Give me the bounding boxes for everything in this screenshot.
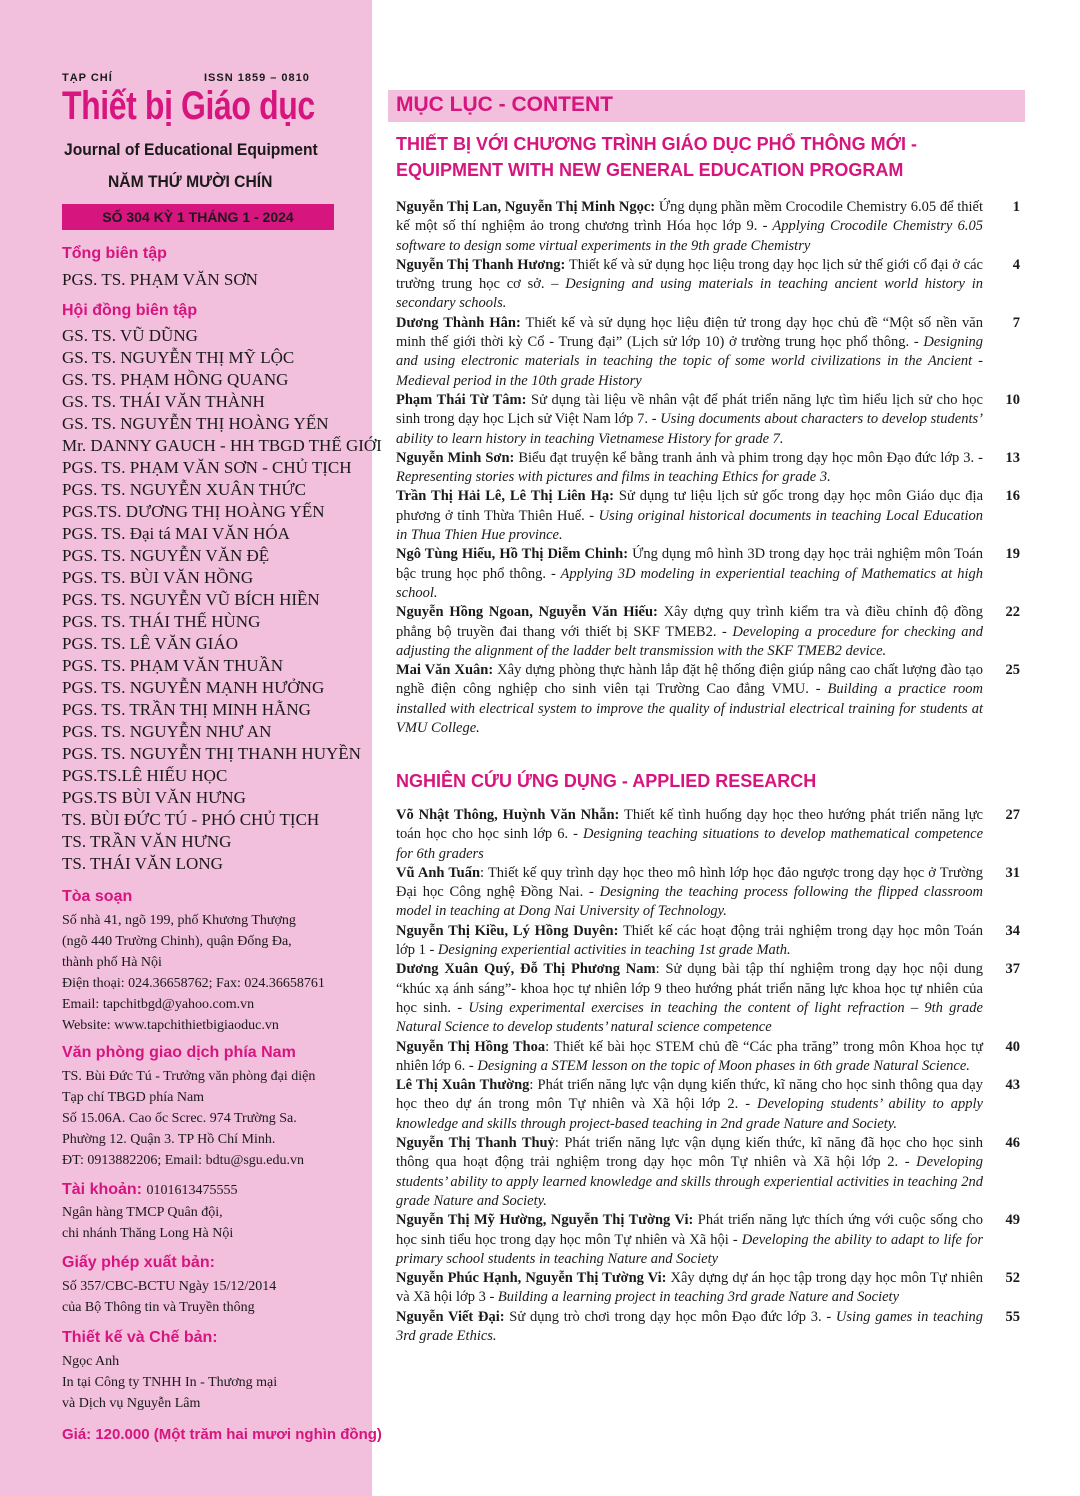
toc-entry-authors: Nguyễn Minh Sơn:: [396, 449, 515, 466]
toc-entry-authors: Nguyễn Viết Đại:: [396, 1308, 505, 1325]
issn: ISSN 1859 – 0810: [204, 72, 310, 84]
toc-entry-text: [396, 1038, 983, 1077]
south-office-info: [62, 1066, 362, 1171]
office-line: Điện thoại: 024.36658762; Fax: 024.36658761: [62, 976, 325, 991]
toc-entry-title-vi: : Sử dụng bài tập thí nghiệm trong dạy học nội dung “khúc xạ ánh sáng”- khoa học tự nhiên lớp 9 theo hướng phát triển năng lực khoa học tự nhiên của học sinh.: [396, 961, 983, 1016]
toc-entry-title-en: - Designing experiential activities in teaching 1st grade Math.: [425, 942, 791, 959]
toc-banner: [388, 90, 1025, 122]
account-line: chi nhánh Thăng Long Hà Nội: [62, 1226, 234, 1241]
toc-entry-text: [396, 256, 983, 314]
design-line: Ngọc Anh: [62, 1354, 120, 1369]
toc-entry-text: [396, 864, 983, 922]
toc-entry-text: [396, 391, 983, 449]
toc-entry-title-vi: : Thiết kế bài học STEM chủ đề “Các pha trăng” trong môn Khoa học tự nhiên lớp 6.: [396, 1038, 983, 1074]
toc-entry[interactable]: [396, 545, 1020, 603]
toc-entry[interactable]: [396, 1308, 1020, 1347]
toc-entry-text: [396, 449, 983, 488]
toc-entry-authors: Nguyễn Thị Mỹ Hường, Nguyễn Thị Tường Vi:: [396, 1212, 694, 1229]
journal-title: Thiết bị Giáo dục: [62, 84, 315, 128]
masthead-label-row: [62, 72, 322, 84]
toc-entry-page: 25: [1005, 662, 1020, 679]
toc-entry-page: 34: [1005, 922, 1020, 939]
account-info: [62, 1202, 362, 1244]
toc-entry-authors: Nguyễn Hồng Ngoan, Nguyễn Văn Hiếu:: [396, 604, 658, 621]
toc-entry-text: [396, 603, 983, 661]
toc-entry-text: [396, 1269, 983, 1308]
toc-entry-title-en: - Using experimental exercises in teaching the content of light refraction – 9th grade Natural Science to develop students’ natural science competence: [396, 999, 983, 1036]
toc-entry-title-vi: : Phát triển năng lực vận dụng kiến thức, kĩ năng cho học sinh thông qua dạy học theo dự án trong môn Tự nhiên và Xã hội lớp 2.: [396, 1077, 983, 1113]
toc-entry-page: 7: [1012, 314, 1020, 331]
south-office-line: ĐT: 0913882206; Email: bdtu@sgu.edu.vn: [62, 1153, 305, 1168]
toc-entry[interactable]: [396, 960, 1020, 1037]
board-member: GS. TS. NGUYỄN THỊ HOÀNG YẾN: [62, 414, 329, 433]
board-member: PGS. TS. LÊ VĂN GIÁO: [62, 634, 239, 653]
board-member: PGS.TS.LÊ HIẾU HỌC: [62, 766, 228, 785]
office-line: Số nhà 41, ngõ 199, phố Khương Thượng: [62, 913, 296, 928]
toc-entry-authors: Nguyễn Thị Lan, Nguyễn Thị Minh Ngọc:: [396, 199, 656, 215]
office-address: [62, 910, 362, 1036]
account-heading-label: Tài khoản:: [62, 1181, 143, 1198]
toc-entry-authors: Ngô Tùng Hiếu, Hồ Thị Diễm Chinh:: [396, 546, 629, 563]
toc-entry-authors: Trần Thị Hải Lê, Lê Thị Liên Hạ:: [396, 488, 614, 505]
board-member: TS. THÁI VĂN LONG: [62, 854, 223, 873]
board-member: PGS. TS. NGUYỄN THỊ THANH HUYỀN: [62, 744, 361, 763]
toc-entry-title-en: - Representing stories with pictures and films in teaching Ethics for grade 3.: [396, 449, 983, 486]
toc-entry[interactable]: [396, 922, 1020, 961]
toc-entry-title-en: - Designing a STEM lesson on the topic of Moon phases in 6th grade Natural Science.: [465, 1057, 970, 1074]
design-heading: Thiết kế và Chế bản:: [62, 1329, 218, 1346]
toc-entry-title-vi: Ứng dụng mô hình 3D trong dạy học trải nghiệm môn Toán bậc trung học phổ thông.: [396, 546, 983, 582]
toc-entry[interactable]: [396, 314, 1020, 391]
toc-entry-title-en: – Designing and using materials in teaching ancient world history in secondary schools.: [396, 276, 984, 312]
toc-entry[interactable]: [396, 1211, 1020, 1269]
toc-entry[interactable]: [396, 1038, 1020, 1077]
license-heading: Giấy phép xuất bản:: [62, 1254, 215, 1271]
toc-entry-title-vi: Thiết kế tình huống dạy học theo hướng phát triển năng lực toán học cho học sinh lớp 6.: [396, 807, 983, 843]
design-line: In tại Công ty TNHH In - Thương mại: [62, 1375, 278, 1390]
office-line: Email: tapchitbgd@yahoo.com.vn: [62, 997, 255, 1012]
toc-entry-title-vi: Sử dụng trò chơi trong dạy học môn Đạo đức lớp 3.: [504, 1308, 822, 1325]
toc-entry-title-vi: Thiết kế các hoạt động trải nghiệm trong dạy học môn Toán lớp 1: [396, 922, 983, 959]
toc-entry[interactable]: [396, 603, 1020, 661]
toc-entry-authors: Nguyễn Thị Thanh Thuỷ: [396, 1135, 555, 1152]
board-member: PGS. TS. THÁI THẾ HÙNG: [62, 612, 261, 631]
board-member: PGS. TS. NGUYỄN XUÂN THỨC: [62, 480, 306, 499]
toc-entry-title-vi: Phát triển năng lực thích ứng với cuộc sống cho học sinh tiểu học trong dạy học môn Tự nhiên và Xã hội: [396, 1212, 984, 1248]
price: Giá: 120.000 (Một trăm hai mươi nghìn đồng): [62, 1426, 382, 1443]
toc-entry-title-vi: Xây dựng phòng thực hành lắp đặt hệ thống điện giúp nâng cao chất lượng đào tạo nghề điện công nghiệp cho sinh viên tại Trường Cao đẳng VMU.: [396, 662, 983, 698]
toc-entry-title-vi: Thiết kế và sử dụng học liệu điện tử trong dạy học chủ đề “Một số nền văn minh thế giới thời kỳ Cổ - Trung đại” (Lịch sử lớp 10) ở trường trung học phổ thông.: [396, 314, 983, 351]
toc-entry-page: 19: [1005, 546, 1020, 563]
toc-entry-authors: Lê Thị Xuân Thường: [396, 1077, 530, 1094]
toc-entry-title-en: - Developing students’ ability to apply knowledge and skills through project-based teaching in 2nd grade Nature and Society.: [396, 1096, 983, 1132]
board-member: PGS. TS. NGUYỄN VŨ BÍCH HIỀN: [62, 590, 320, 609]
toc-entry-title-vi: : Phát triển năng lực vận dụng kiến thức, kĩ năng đã học cho học sinh thông qua hoạt động trải nghiệm trong dạy học môn Tự nhiên và Xã hội lớp 2.: [396, 1135, 983, 1171]
journal-title-en: Journal of Educational Equipment: [64, 140, 318, 159]
toc-entry-authors: Võ Nhật Thông, Huỳnh Văn Nhẫn:: [396, 807, 620, 823]
section2-entries: [396, 806, 1020, 1346]
toc-entry-title-vi: : Thiết kế quy trình dạy học theo mô hình lớp học đảo ngược trong dạy học ở Trường Đại học Công nghệ Đồng Nai.: [396, 864, 983, 901]
toc-entry-title-en: - Using documents about characters to develop students’ ability to learn history in teaching Vietnamese History for grade 7.: [396, 411, 983, 447]
section1-entries: [396, 198, 1020, 738]
editor-in-chief: [62, 269, 368, 291]
board-member: PGS. TS. BÙI VĂN HỒNG: [62, 568, 254, 587]
toc-entry-page: 49: [1005, 1212, 1020, 1229]
toc-entry-page: 16: [1005, 488, 1020, 505]
office-heading: Tòa soạn: [62, 888, 133, 905]
toc-entry[interactable]: [396, 256, 1020, 314]
editor-in-chief-name: PGS. TS. PHẠM VĂN SƠN: [62, 270, 258, 289]
board-member: PGS. TS. PHẠM VĂN THUẦN: [62, 656, 284, 675]
journal-label: TẠP CHÍ: [62, 72, 113, 84]
account-heading: [62, 1181, 237, 1199]
toc-entry-authors: Mai Văn Xuân:: [396, 662, 494, 679]
account-number: 0101613475555: [146, 1183, 238, 1198]
toc-entry-title-vi: Xây dựng quy trình kiểm tra và điều chỉnh độ đồng phẳng bộ truyền đai thang với thiết bị SKF TMEB2.: [396, 604, 984, 640]
editor-in-chief-heading: Tổng biên tập: [62, 245, 167, 262]
toc-entry-authors: Nguyễn Phúc Hạnh, Nguyễn Thị Tường Vi:: [396, 1270, 667, 1287]
toc-entry-page: 43: [1005, 1077, 1020, 1094]
board-member: GS. TS. THÁI VĂN THÀNH: [62, 392, 265, 411]
toc-entry-text: [396, 1076, 983, 1134]
toc-entry[interactable]: [396, 487, 1020, 545]
toc-entry-page: 27: [1005, 807, 1020, 823]
toc-heading: MỤC LỤC - CONTENT: [396, 93, 613, 116]
toc-entry-page: 1: [1012, 199, 1020, 215]
toc-entry-title-en: - Applying Crocodile Chemistry 6.05 software to design some virtual experiments in the 9th grade Chemistry: [396, 218, 983, 254]
board-member: PGS. TS. PHẠM VĂN SƠN - CHỦ TỊCH: [62, 458, 352, 477]
toc-entry[interactable]: [396, 449, 1020, 488]
toc-entry-page: 22: [1005, 604, 1020, 621]
toc-entry-title-vi: Ứng dụng phần mềm Crocodile Chemistry 6.05 để thiết kế một số thí nghiệm ảo trong chương trình Hóa học lớp 9.: [396, 199, 984, 235]
board-member: PGS. TS. Đại tá MAI VĂN HÓA: [62, 524, 290, 543]
toc-entry-text: [396, 960, 983, 1037]
south-office-line: Tạp chí TBGD phía Nam: [62, 1090, 205, 1105]
toc-entry-authors: Dương Xuân Quý, Đỗ Thị Phương Nam: [396, 961, 656, 978]
toc-entry-text: [396, 1211, 983, 1269]
office-line: Website: www.tapchithietbigiaoduc.vn: [62, 1018, 279, 1033]
toc-entry-page: 37: [1005, 961, 1020, 978]
toc-entry-title-en: - Developing students’ ability to apply learned knowledge and skills through experiential activities in teaching 2nd grade Nature and Society.: [396, 1154, 983, 1209]
toc-entry-text: [396, 314, 983, 391]
toc-entry-title-en: - Building a practice room installed with electrical system to improve the quality of industrial electrical training for students at VMU College.: [396, 681, 983, 737]
board-list: [62, 325, 382, 875]
toc-entry-authors: Vũ Anh Tuấn: [396, 864, 481, 881]
board-member: GS. TS. PHẠM HỒNG QUANG: [62, 370, 289, 389]
toc-entry-title-en: - Designing teaching situations to develop mathematical competence for 6th graders: [396, 826, 984, 862]
board-member: PGS. TS. TRẦN THỊ MINH HẰNG: [62, 700, 311, 719]
issue-bar: SỐ 304 KỲ 1 THÁNG 1 - 2024: [62, 204, 334, 230]
design-info: [62, 1351, 362, 1414]
toc-entry[interactable]: [396, 806, 1020, 864]
toc-entry-authors: Nguyễn Thị Thanh Hương:: [396, 256, 566, 273]
toc-entry-authors: Nguyễn Thị Kiều, Lý Hồng Duyên:: [396, 922, 619, 939]
license-line: của Bộ Thông tin và Truyền thông: [62, 1300, 255, 1315]
design-line: và Dịch vụ Nguyễn Lâm: [62, 1396, 201, 1411]
office-line: thành phố Hà Nội: [62, 955, 162, 970]
board-member: PGS. TS. NGUYỄN NHƯ AN: [62, 722, 272, 741]
board-member: GS. TS. VŨ DŨNG: [62, 326, 198, 345]
board-member: PGS.TS. DƯƠNG THỊ HOÀNG YẾN: [62, 502, 325, 521]
toc-entry-page: 31: [1005, 864, 1020, 881]
toc-entry-page: 40: [1005, 1038, 1020, 1055]
journal-year: NĂM THỨ MƯỜI CHÍN: [108, 172, 273, 191]
toc-entry-text: [396, 661, 983, 738]
toc-entry-authors: Dương Thành Hân:: [396, 314, 521, 331]
board-member: TS. TRẦN VĂN HƯNG: [62, 832, 232, 851]
section2-title: NGHIÊN CỨU ỨNG DỤNG - APPLIED RESEARCH: [396, 771, 817, 791]
toc-entry-title-en: - Applying 3D modeling in experiential teaching of Mathematics at high school.: [396, 565, 983, 601]
toc-entry-text: [396, 545, 983, 603]
toc-entry-page: 13: [1005, 449, 1020, 466]
toc-entry-authors: Phạm Thái Từ Tâm:: [396, 391, 527, 408]
license-info: [62, 1276, 362, 1318]
board-member: PGS. TS. NGUYỄN VĂN ĐỆ: [62, 546, 270, 565]
toc-entry-title-en: - Developing a procedure for checking and adjusting the alignment of the ladder belt transmission with the SKF TMEB2 device.: [396, 623, 984, 659]
toc-entry-page: 10: [1005, 391, 1020, 408]
license-line: Số 357/CBC-BCTU Ngày 15/12/2014: [62, 1279, 277, 1294]
toc-entry-text: [396, 922, 983, 961]
toc-entry-title-en: - Using original historical documents in teaching Local Education in Thua Thien Hue province.: [396, 507, 983, 544]
toc-entry-authors: Nguyễn Thị Hồng Thoa: [396, 1038, 546, 1055]
toc-entry-title-en: - Building a learning project in teaching 3rd grade Nature and Society: [485, 1289, 900, 1306]
toc-entry-text: [396, 1308, 983, 1347]
toc-entry-text: [396, 1134, 983, 1211]
section1-title: THIẾT BỊ VỚI CHƯƠNG TRÌNH GIÁO DỤC PHỔ THÔNG MỚI - EQUIPMENT WITH NEW GENERAL EDUCATION PROGRAM: [396, 134, 917, 180]
toc-entry-text: [396, 487, 983, 545]
toc-entry-title-vi: Xây dựng dự án học tập trong dạy học môn Tự nhiên và Xã hội lớp 3: [396, 1270, 984, 1306]
toc-entry-page: 46: [1005, 1135, 1020, 1152]
board-member: PGS. TS. NGUYỄN MẠNH HƯỞNG: [62, 678, 325, 697]
board-member: TS. BÙI ĐỨC TÚ - PHÓ CHỦ TỊCH: [62, 810, 320, 829]
toc-entry-title-vi: Sử dụng tư liệu lịch sử gốc trong dạy học môn Giáo dục địa phương ở tỉnh Thừa Thiên Huế.: [396, 488, 984, 524]
south-office-heading: Văn phòng giao dịch phía Nam: [62, 1044, 296, 1061]
toc-entry-title-vi: Biểu đạt truyện kể bằng tranh ảnh và phim trong dạy học môn Đạo đức lớp 3.: [514, 449, 975, 466]
toc-entry[interactable]: [396, 1076, 1020, 1134]
board-heading: Hội đồng biên tập: [62, 302, 198, 319]
toc-entry-title-en: - Designing and using electronic materials in teaching the topic of some world civilizations in the Ancient - Medieval period in the 10th grade History: [396, 334, 983, 389]
toc-entry[interactable]: [396, 1269, 1020, 1308]
south-office-line: Phường 12. Quận 3. TP Hồ Chí Minh.: [62, 1132, 276, 1147]
board-member: Mr. DANNY GAUCH - HH TBGD THẾ GIỚI: [62, 436, 382, 455]
south-office-line: TS. Bùi Đức Tú - Trưởng văn phòng đại diện: [62, 1069, 316, 1084]
toc-entry-title-en: - Designing the teaching process following the flipped classroom model in teaching at Dong Nai University of Technology.: [396, 884, 983, 920]
toc-entry[interactable]: [396, 1134, 1020, 1211]
toc-entry[interactable]: [396, 661, 1020, 738]
board-member: GS. TS. NGUYỄN THỊ MỸ LỘC: [62, 348, 295, 367]
toc-entry-title-en: - Using games in teaching 3rd grade Ethics.: [396, 1308, 983, 1345]
account-line: Ngân hàng TMCP Quân đội,: [62, 1205, 223, 1220]
toc-entry[interactable]: [396, 198, 1020, 256]
toc-entry-text: [396, 806, 983, 864]
toc-entry-text: [396, 198, 983, 256]
toc-entry[interactable]: [396, 391, 1020, 449]
toc-entry-page: 55: [1005, 1308, 1020, 1325]
toc-entry-title-vi: Sử dụng tài liệu về nhân vật để phát triển năng lực tìm hiểu lịch sử cho học sinh trong dạy học Lịch sử Việt Nam lớp 7.: [396, 391, 983, 428]
toc-entry-title-vi: Thiết kế và sử dụng học liệu trong dạy học lịch sử thế giới cổ đại ở các trường trung học cơ sở.: [396, 256, 983, 293]
south-office-line: Số 15.06A. Cao ốc Screc. 974 Trường Sa.: [62, 1111, 297, 1126]
office-line: (ngõ 440 Trường Chinh), quận Đống Đa,: [62, 934, 292, 949]
toc-entry-title-en: - Developing the ability to adapt to life for primary school students in teaching Nature and Society: [396, 1231, 983, 1267]
board-member: PGS.TS BÙI VĂN HƯNG: [62, 788, 246, 807]
toc-entry-page: 4: [1012, 256, 1020, 273]
toc-entry-page: 52: [1005, 1270, 1020, 1287]
toc-entry[interactable]: [396, 864, 1020, 922]
